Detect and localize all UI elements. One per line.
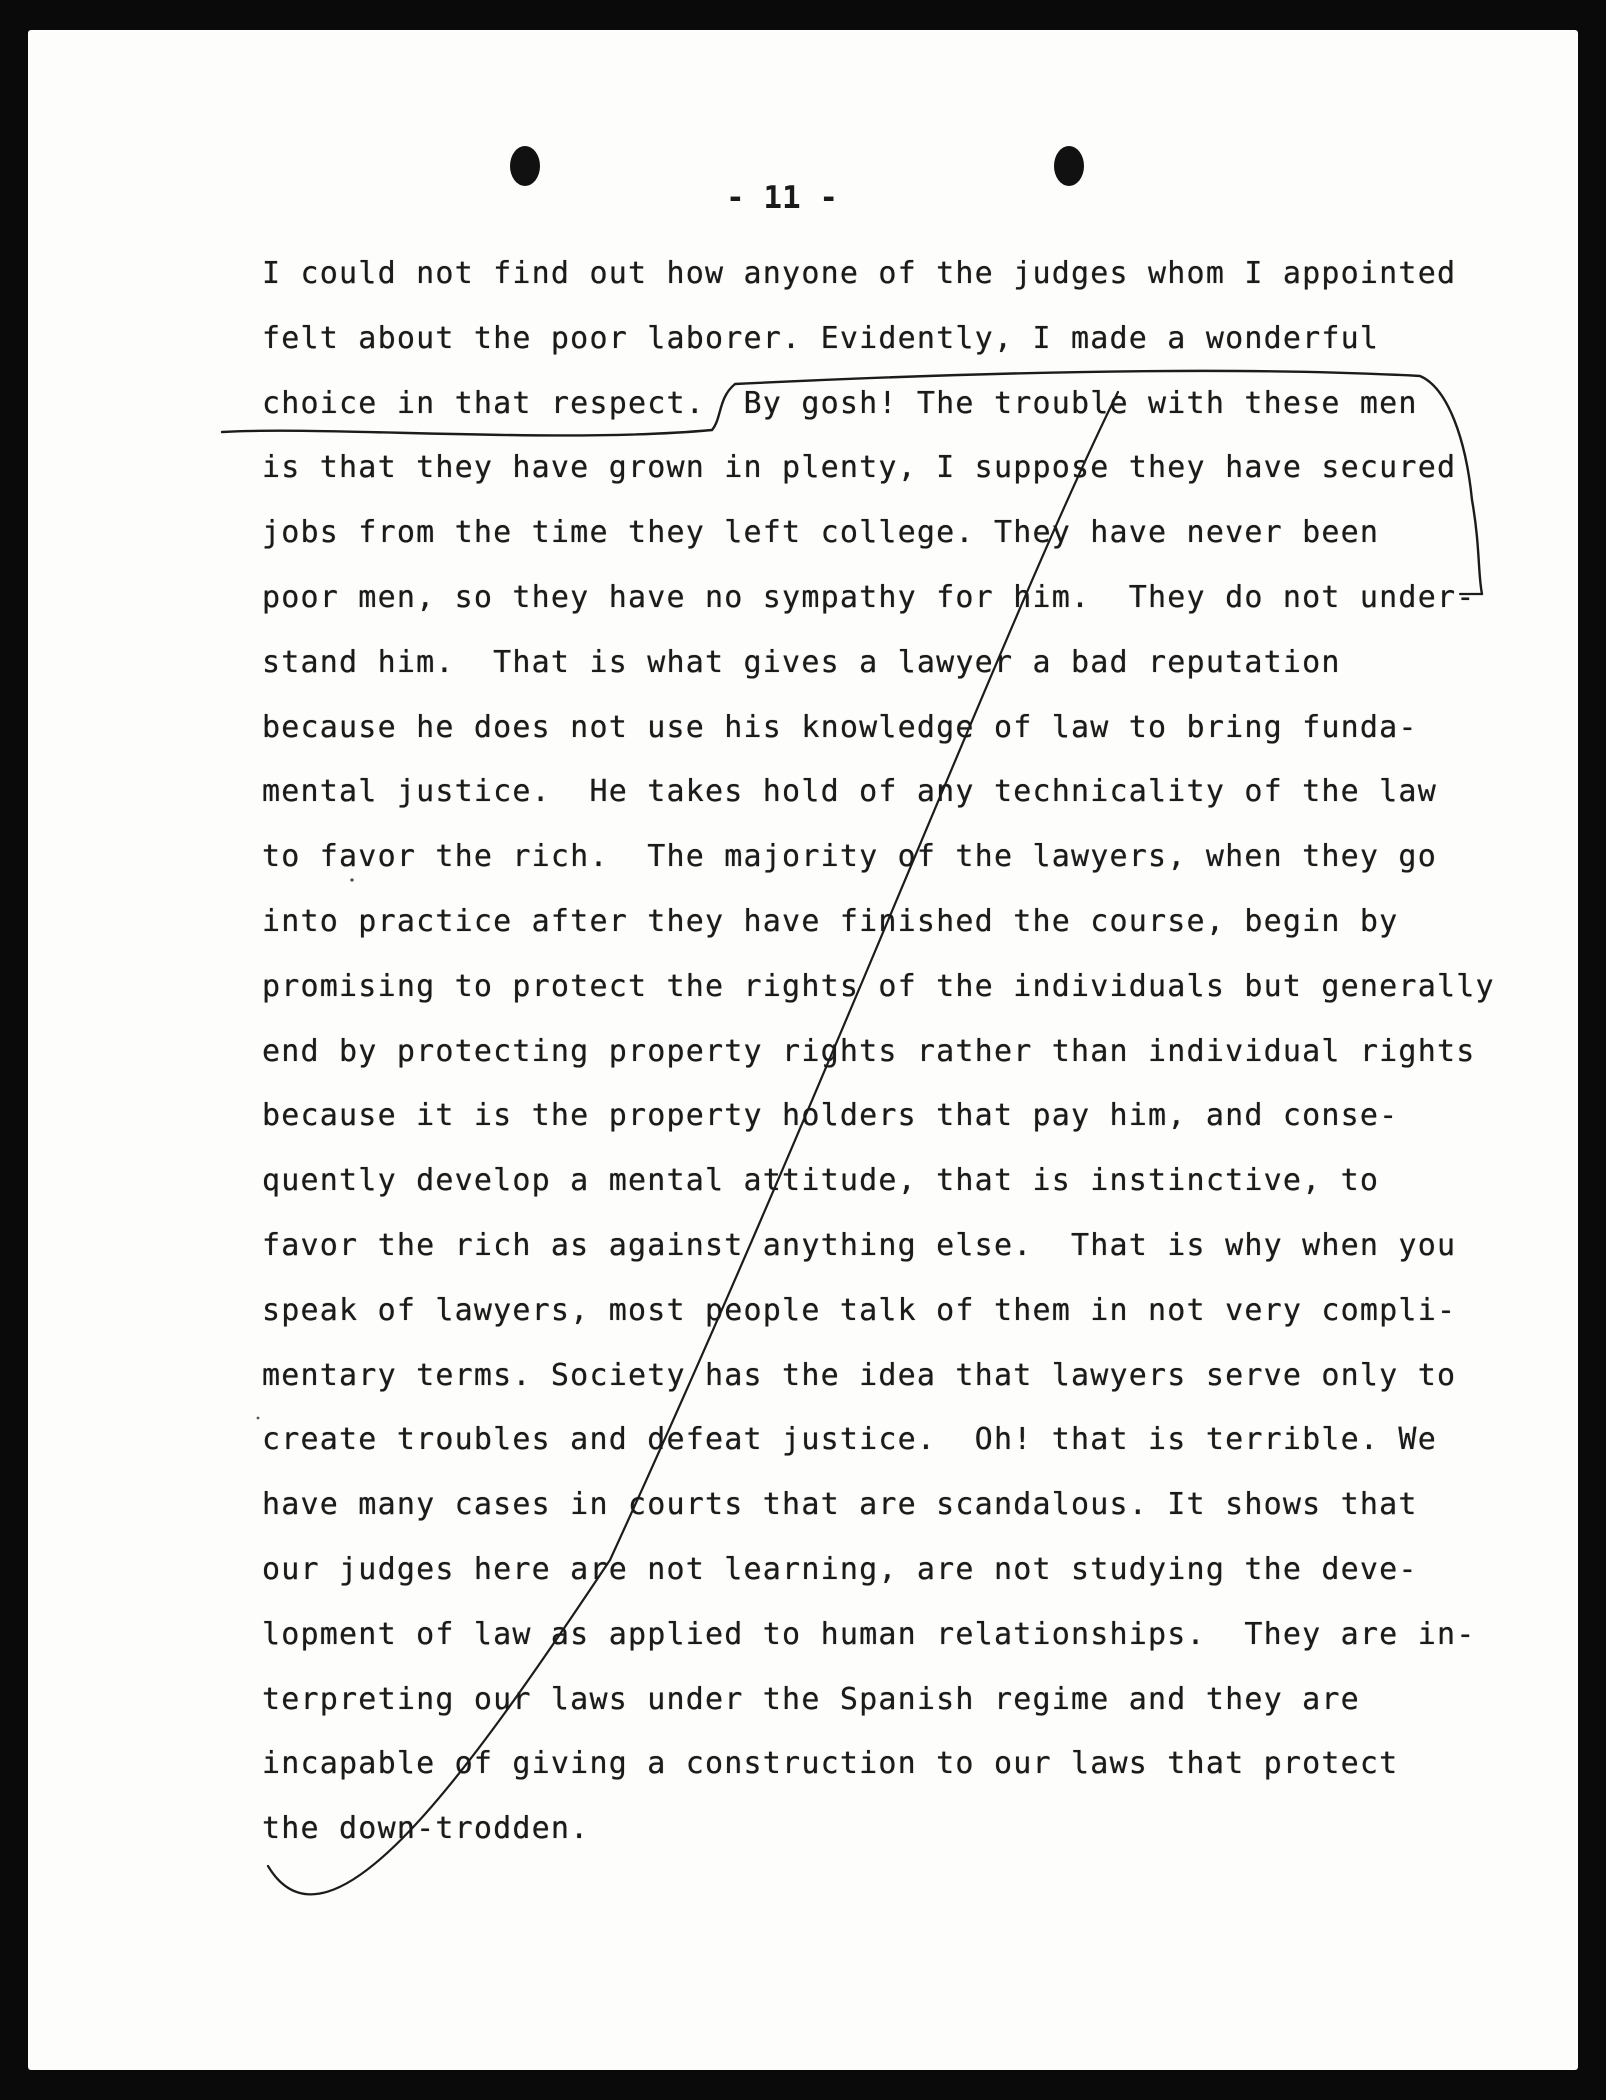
text-line: speak of lawyers, most people talk of them in not very compli-: [262, 1292, 1457, 1328]
text-line: because it is the property holders that pay him, and conse-: [262, 1098, 1399, 1134]
text-line: is that they have grown in plenty, I suppose they have secured: [262, 450, 1457, 486]
punch-hole-right: [1054, 146, 1084, 186]
text-line: I could not find out how anyone of the judges whom I appointed: [262, 256, 1457, 291]
text-line: the down-trodden.: [262, 1811, 590, 1847]
text-line: felt about the poor laborer. Evidently, I made a wonderful: [262, 320, 1380, 356]
text-line: mentary terms. Society has the idea that lawyers serve only to: [262, 1357, 1457, 1393]
text-line: favor the rich as against anything else. That is why when you: [262, 1227, 1457, 1263]
text-line: stand him. That is what gives a lawyer a bad reputation: [262, 644, 1341, 680]
text-line: into practice after they have finished the course, begin by: [262, 903, 1399, 939]
text-line: our judges here are not learning, are not studying the deve-: [262, 1551, 1418, 1587]
text-line: lopment of law as applied to human relationships. They are in-: [262, 1616, 1476, 1652]
text-line: end by protecting property rights rather than individual rights: [262, 1033, 1476, 1069]
punch-hole-left: [510, 146, 540, 186]
text-line: jobs from the time they left college. They have never been: [262, 515, 1380, 551]
page-number: - 11 -: [726, 180, 838, 216]
text-line: because he does not use his knowledge of law to bring funda-: [262, 709, 1418, 745]
body-text: [262, 242, 1502, 1862]
text-line: choice in that respect. By gosh! The trouble with these men: [262, 385, 1418, 421]
text-line: terpreting our laws under the Spanish regime and they are: [262, 1681, 1360, 1717]
text-line: quently develop a mental attitude, that is instinctive, to: [262, 1163, 1380, 1199]
text-line: promising to protect the rights of the individuals but generally: [262, 968, 1495, 1004]
text-line: poor men, so they have no sympathy for him. They do not under-: [262, 579, 1476, 615]
text-line: to favor the rich. The majority of the lawyers, when they go: [262, 839, 1437, 875]
text-line: have many cases in courts that are scandalous. It shows that: [262, 1487, 1418, 1523]
text-line: incapable of giving a construction to our laws that protect: [262, 1746, 1399, 1782]
text-line: mental justice. He takes hold of any technicality of the law: [262, 774, 1437, 810]
text-line: create troubles and defeat justice. Oh! that is terrible. We: [262, 1422, 1437, 1458]
